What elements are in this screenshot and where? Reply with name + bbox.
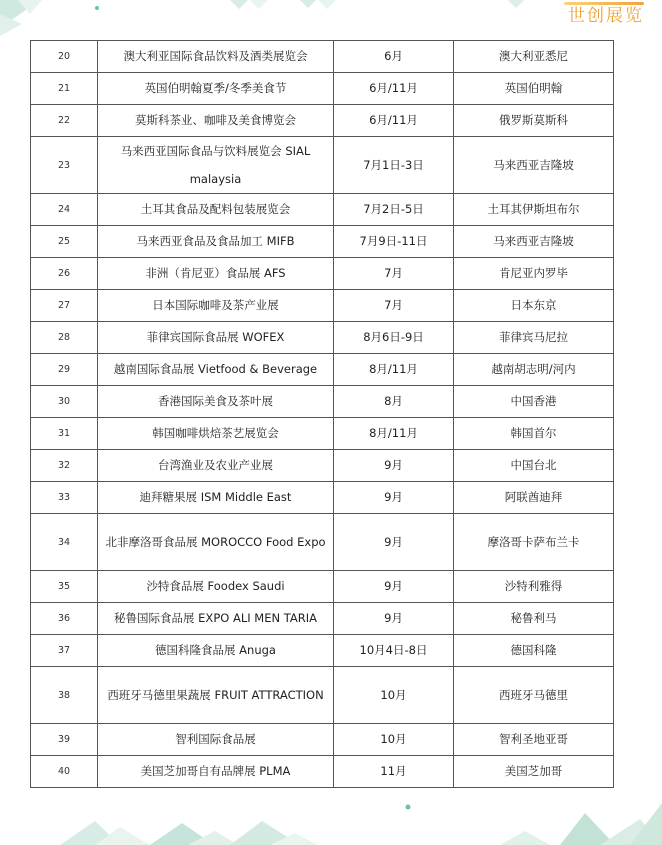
row-number: 26 [31, 258, 98, 290]
exhibition-date: 8月6日-9日 [334, 322, 454, 354]
table-row [31, 667, 614, 724]
table-row [31, 386, 614, 418]
exhibition-name: 马来西亚国际食品与饮料展览会 SIAL malaysia [98, 137, 334, 194]
row-number: 30 [31, 386, 98, 418]
row-number: 35 [31, 571, 98, 603]
brand-logo [564, 2, 644, 25]
exhibition-date: 9月 [334, 603, 454, 635]
exhibition-date: 10月 [334, 667, 454, 724]
row-number: 25 [31, 226, 98, 258]
row-number: 21 [31, 73, 98, 105]
exhibition-name: 越南国际食品展 Vietfood & Beverage [98, 354, 334, 386]
table-row [31, 514, 614, 571]
exhibition-location: 韩国首尔 [454, 418, 614, 450]
logo-text: 世创展览 [568, 6, 644, 26]
table-row [31, 354, 614, 386]
table-row [31, 482, 614, 514]
table-row [31, 322, 614, 354]
table-row [31, 571, 614, 603]
row-number: 34 [31, 514, 98, 571]
exhibition-name: 台湾渔业及农业产业展 [98, 450, 334, 482]
exhibition-name: 英国伯明翰夏季/冬季美食节 [98, 73, 334, 105]
exhibition-location: 澳大利亚悉尼 [454, 41, 614, 73]
exhibition-location: 阿联酋迪拜 [454, 482, 614, 514]
table-row [31, 194, 614, 226]
exhibition-location: 马来西亚吉隆坡 [454, 137, 614, 194]
exhibition-date: 10月4日-8日 [334, 635, 454, 667]
exhibition-date: 7月9日-11日 [334, 226, 454, 258]
exhibition-location: 越南胡志明/河内 [454, 354, 614, 386]
exhibition-name: 菲律宾国际食品展 WOFEX [98, 322, 334, 354]
exhibition-date: 7月1日-3日 [334, 137, 454, 194]
row-number: 23 [31, 137, 98, 194]
exhibition-location: 西班牙马德里 [454, 667, 614, 724]
exhibition-location: 日本东京 [454, 290, 614, 322]
exhibition-location: 马来西亚吉隆坡 [454, 226, 614, 258]
top-decoration [0, 0, 660, 24]
exhibition-name: 韩国咖啡烘焙茶艺展览会 [98, 418, 334, 450]
exhibition-name: 西班牙马德里果蔬展 FRUIT ATTRACTION [98, 667, 334, 724]
exhibition-name: 迪拜糖果展 ISM Middle East [98, 482, 334, 514]
row-number: 20 [31, 41, 98, 73]
row-number: 33 [31, 482, 98, 514]
exhibition-location: 美国芝加哥 [454, 756, 614, 788]
row-number: 24 [31, 194, 98, 226]
table-row [31, 258, 614, 290]
table-row [31, 290, 614, 322]
exhibition-name: 德国科隆食品展 Anuga [98, 635, 334, 667]
exhibition-location: 秘鲁利马 [454, 603, 614, 635]
bottom-decoration [0, 795, 662, 845]
exhibition-date: 7月 [334, 258, 454, 290]
exhibition-date: 11月 [334, 756, 454, 788]
row-number: 37 [31, 635, 98, 667]
exhibition-location: 土耳其伊斯坦布尔 [454, 194, 614, 226]
exhibition-date: 9月 [334, 482, 454, 514]
expo-table [30, 40, 614, 788]
exhibition-name: 香港国际美食及茶叶展 [98, 386, 334, 418]
exhibition-name: 非洲（肯尼亚）食品展 AFS [98, 258, 334, 290]
row-number: 40 [31, 756, 98, 788]
table-row [31, 226, 614, 258]
row-number: 22 [31, 105, 98, 137]
exhibition-location: 德国科隆 [454, 635, 614, 667]
exhibition-location: 英国伯明翰 [454, 73, 614, 105]
exhibition-name: 澳大利亚国际食品饮料及酒类展览会 [98, 41, 334, 73]
exhibition-name: 莫斯科茶业、咖啡及美食博览会 [98, 105, 334, 137]
exhibition-date: 8月/11月 [334, 418, 454, 450]
row-number: 27 [31, 290, 98, 322]
exhibition-date: 9月 [334, 450, 454, 482]
exhibition-name: 秘鲁国际食品展 EXPO ALI MEN TARIA [98, 603, 334, 635]
exhibition-date: 7月2日-5日 [334, 194, 454, 226]
row-number: 28 [31, 322, 98, 354]
table-row [31, 137, 614, 194]
exhibition-location: 中国台北 [454, 450, 614, 482]
table-row [31, 635, 614, 667]
exhibition-date: 6月/11月 [334, 105, 454, 137]
exhibition-location: 俄罗斯莫斯科 [454, 105, 614, 137]
table-row [31, 603, 614, 635]
table-row [31, 41, 614, 73]
exhibition-date: 6月/11月 [334, 73, 454, 105]
row-number: 31 [31, 418, 98, 450]
exhibition-date: 6月 [334, 41, 454, 73]
row-number: 36 [31, 603, 98, 635]
exhibition-name: 日本国际咖啡及茶产业展 [98, 290, 334, 322]
exhibition-date: 7月 [334, 290, 454, 322]
exhibition-date: 9月 [334, 571, 454, 603]
exhibition-name: 沙特食品展 Foodex Saudi [98, 571, 334, 603]
table-row [31, 724, 614, 756]
exhibition-name: 智利国际食品展 [98, 724, 334, 756]
expo-table-body [31, 41, 614, 788]
exhibition-date: 8月/11月 [334, 354, 454, 386]
exhibition-date: 10月 [334, 724, 454, 756]
exhibition-location: 沙特利雅得 [454, 571, 614, 603]
top-left-decoration [0, 0, 80, 40]
exhibition-location: 肯尼亚内罗毕 [454, 258, 614, 290]
table-row [31, 756, 614, 788]
table-row [31, 105, 614, 137]
table-row [31, 418, 614, 450]
row-number: 29 [31, 354, 98, 386]
exhibition-name: 土耳其食品及配料包装展览会 [98, 194, 334, 226]
exhibition-name: 北非摩洛哥食品展 MOROCCO Food Expo [98, 514, 334, 571]
exhibition-location: 摩洛哥卡萨布兰卡 [454, 514, 614, 571]
table-row [31, 73, 614, 105]
row-number: 39 [31, 724, 98, 756]
exhibition-location: 中国香港 [454, 386, 614, 418]
exhibition-name: 马来西亚食品及食品加工 MIFB [98, 226, 334, 258]
exhibition-date: 8月 [334, 386, 454, 418]
exhibition-location: 智利圣地亚哥 [454, 724, 614, 756]
exhibition-name: 美国芝加哥自有品牌展 PLMA [98, 756, 334, 788]
exhibition-location: 菲律宾马尼拉 [454, 322, 614, 354]
row-number: 38 [31, 667, 98, 724]
logo-bar [564, 2, 644, 5]
table-row [31, 450, 614, 482]
row-number: 32 [31, 450, 98, 482]
exhibition-date: 9月 [334, 514, 454, 571]
